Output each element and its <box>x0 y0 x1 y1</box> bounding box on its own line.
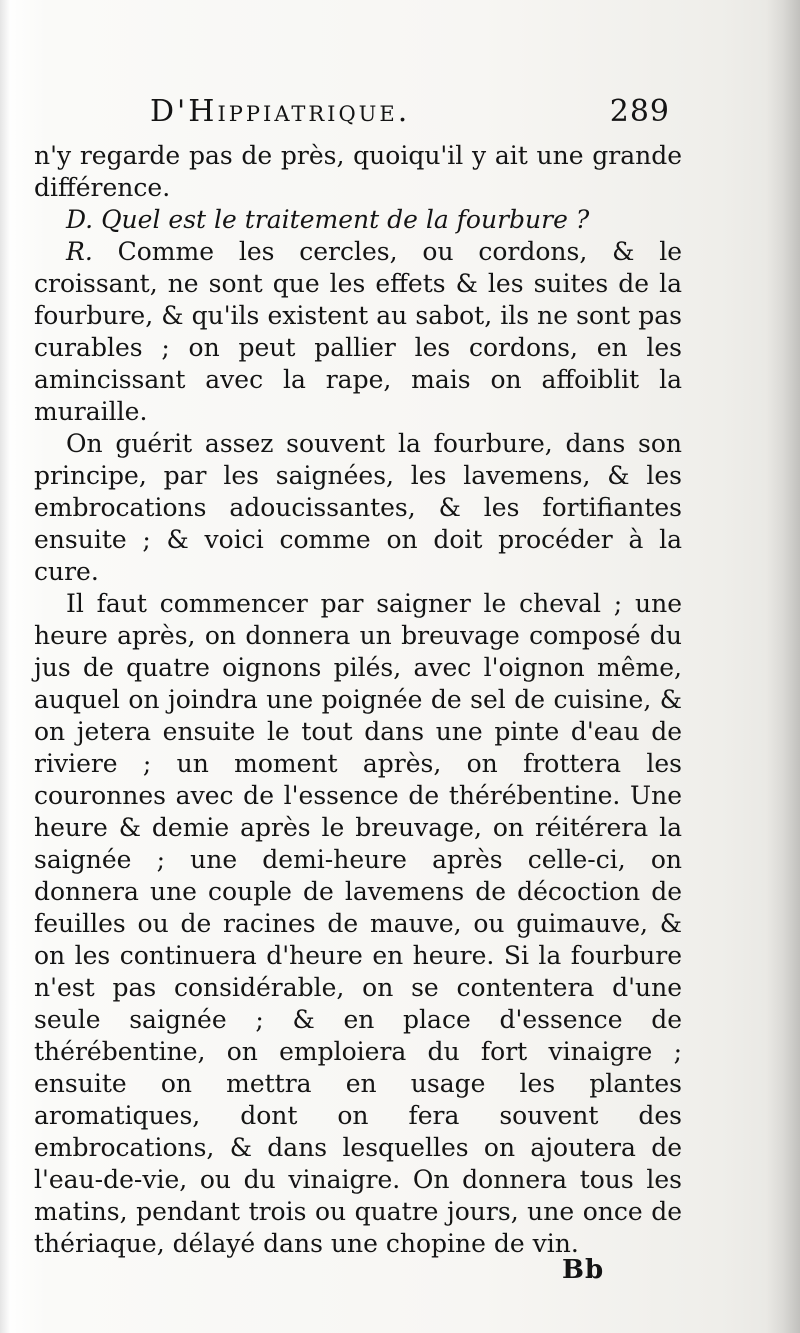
running-title: D'Hippiatrique. <box>150 94 411 129</box>
paragraph-treatment: On guérit assez souvent la fourbure, dans son principe, par les saignées, les lavemens, & les embrocations adoucissantes, & les fortifiantes ensuite ; & voici comme on doit procéder à la cure. <box>34 429 682 586</box>
question-label: D. <box>66 205 94 234</box>
answer-paragraph <box>34 236 682 428</box>
page-number: 289 <box>609 94 670 129</box>
paragraph-procedure: Il faut commencer par saigner le cheval ; une heure après, on donnera un breuvage composé du jus de quatre oignons pilés, avec l'oignon même, auquel on joindra une poignée de sel de cuisine, & on jetera ensuite le tout dans une pinte d'eau de riviere ; un moment après, on frottera les couronnes avec de l'essence de thérébentine. Une heure & demie après le breuvage, on réitérera la saignée ; une demi-heure après celle-ci, on donnera une couple de lavemens de décoction de feuilles ou de racines de mauve, ou guimauve, & on les continuera d'heure en heure. Si la fourbure n'est pas considérable, on se contentera d'une seule saignée ; & en place d'essence de thérébentine, on emploiera du fort vinaigre ; ensuite on mettra en usage les plantes aromatiques, dont on fera souvent des embrocations, & dans lesquelles on ajoutera de l'eau-de-vie, ou du vinaigre. On donnera tous les matins, pendant trois ou quatre jours, une once de thériaque, délayé dans une chopine de vin. <box>34 589 682 1258</box>
signature-mark: Bb <box>562 1255 605 1285</box>
page-edge-shadow <box>766 0 800 1333</box>
question-paragraph <box>34 204 682 236</box>
paragraph-continuation: n'y regarde pas de près, quoiqu'il y ait une grande différence. <box>34 141 682 202</box>
question-text: Quel est le traitement de la fourbure ? <box>101 205 590 234</box>
page-body <box>34 140 682 1260</box>
answer-text: Comme les cercles, ou cordons, & le croissant, ne sont que les effets & les suites de la fourbure, & qu'ils existent au sabot, ils ne sont pas curables ; on peut pallier les cordons, en les amincissant avec la rape, mais on affoiblit la muraille. <box>34 237 682 426</box>
answer-label: R. <box>66 237 93 266</box>
gutter-shadow <box>0 0 10 1333</box>
